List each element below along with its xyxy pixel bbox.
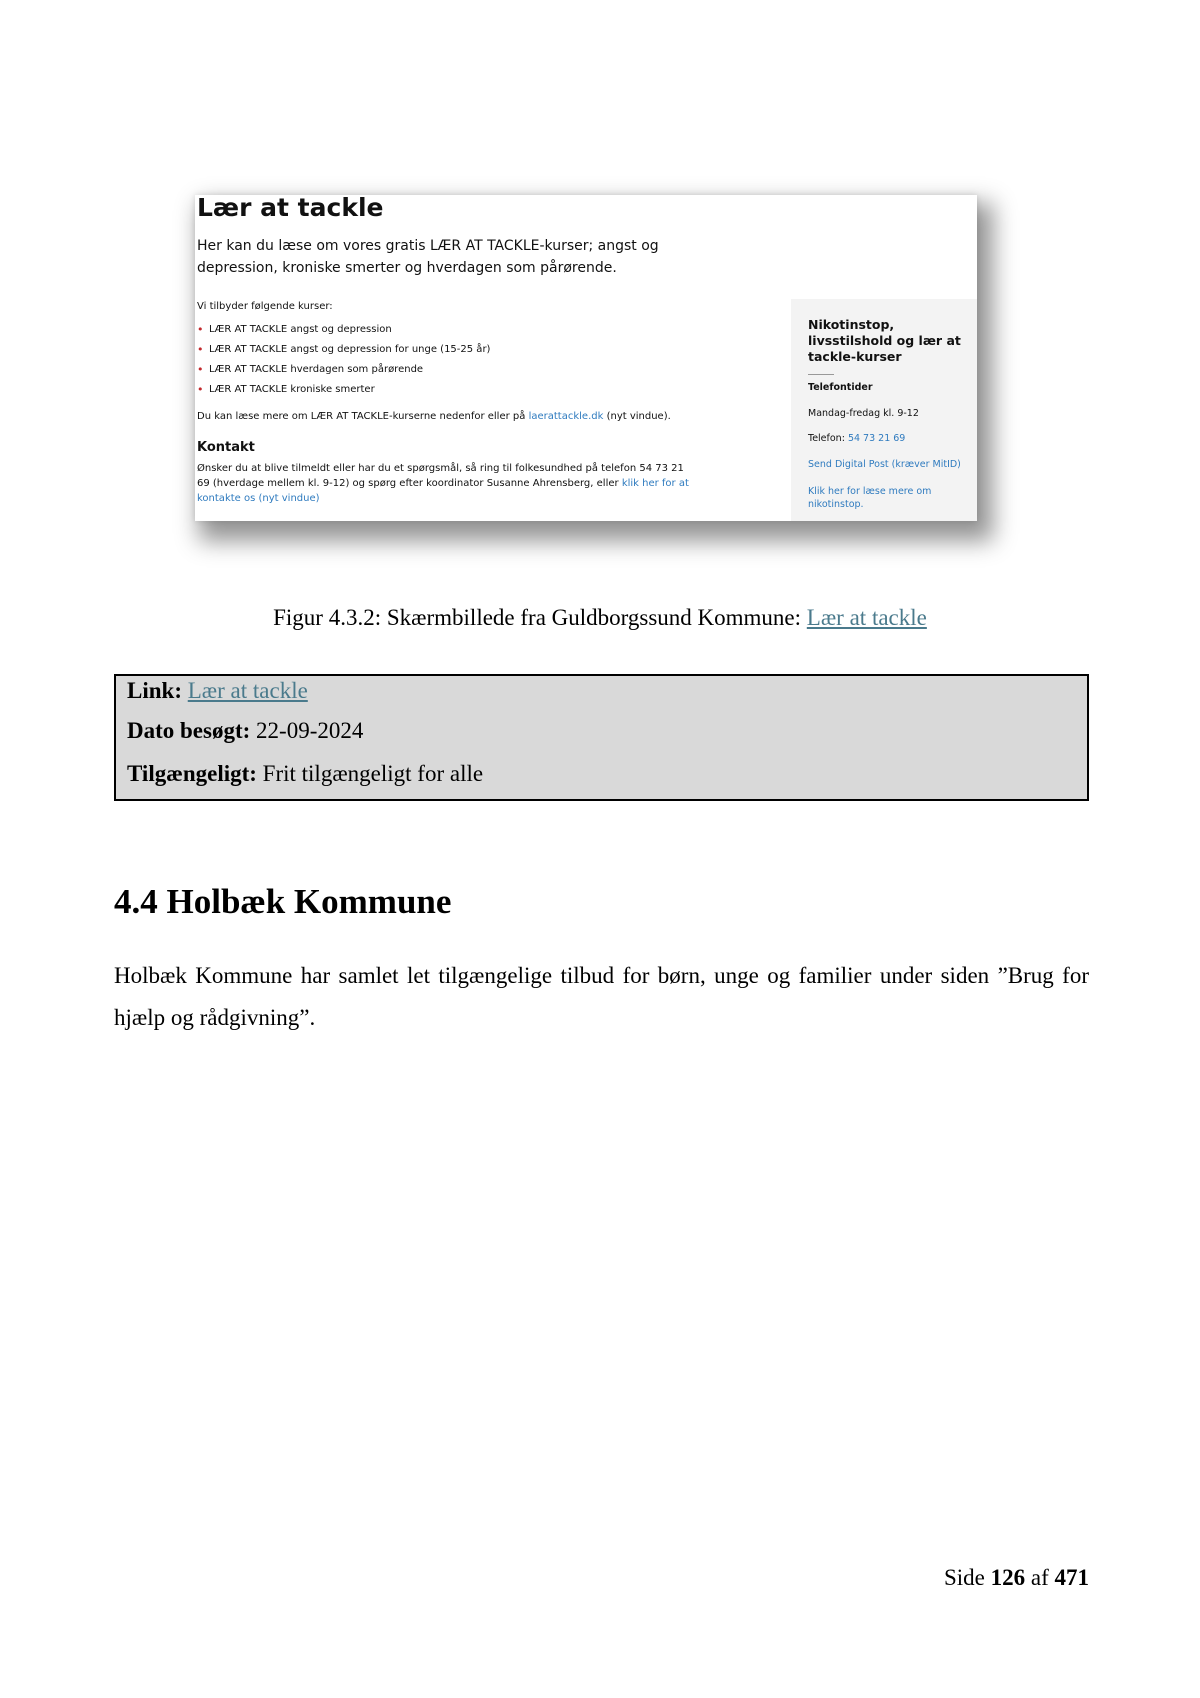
- availability-label: Tilgængeligt:: [127, 761, 257, 786]
- course-label: LÆR AT TACKLE angst og depression for unge (15-25 år): [209, 344, 491, 355]
- section-paragraph: Holbæk Kommune har samlet let tilgængelige tilbud for børn, unge og familier under siden ”Brug for hjælp og rådgivning”.: [114, 963, 1089, 1030]
- figure-screenshot: [195, 195, 977, 521]
- figure-caption: [0, 605, 1200, 631]
- digital-post-link[interactable]: Send Digital Post (kræver MitID): [808, 459, 961, 470]
- contact-text: [197, 461, 697, 506]
- read-more-suffix: (nyt vindue).: [606, 411, 671, 422]
- list-item: [197, 383, 490, 403]
- page-footer: [944, 1565, 1089, 1591]
- phone-line: [808, 433, 905, 444]
- opening-hours: Mandag-fredag kl. 9-12: [808, 408, 919, 419]
- info-row-availability: [127, 761, 483, 787]
- sidebar-heading: Nikotinstop, livsstilshold og lær at tackle-kurser: [808, 317, 961, 364]
- bullet-icon: •: [197, 383, 204, 396]
- screenshot-intro: Her kan du læse om vores gratis LÆR AT TACKLE-kurser; angst og depression, kroniske smerter og hverdagen som pårørende.: [197, 238, 659, 276]
- bullet-icon: •: [197, 363, 204, 376]
- course-label: LÆR AT TACKLE hverdagen som pårørende: [209, 364, 424, 375]
- link-label: Link:: [127, 678, 182, 703]
- page-number: 126: [990, 1565, 1026, 1590]
- phone-hours-heading: Telefontider: [808, 382, 873, 393]
- laerattackle-link[interactable]: laerattackle.dk: [528, 411, 604, 422]
- nikotinstop-link[interactable]: Klik her for læse mere om nikotinstop.: [808, 486, 932, 510]
- phone-label: Telefon:: [808, 433, 845, 444]
- contact-heading: Kontakt: [197, 440, 255, 455]
- of-label: af: [1030, 1565, 1049, 1590]
- list-item: [197, 323, 490, 343]
- caption-text: Figur 4.3.2: Skærmbillede fra Guldborgssund Kommune:: [273, 605, 802, 630]
- screenshot-offer-label: Vi tilbyder følgende kurser:: [197, 301, 333, 312]
- date-value: 22-09-2024: [256, 718, 364, 743]
- side-label: Side: [943, 1565, 985, 1590]
- date-label: Dato besøgt:: [127, 718, 251, 743]
- list-item: [197, 363, 490, 383]
- caption-link[interactable]: Lær at tackle: [806, 605, 927, 630]
- course-list: [197, 323, 490, 403]
- list-item: [197, 343, 490, 363]
- course-label: LÆR AT TACKLE angst og depression: [209, 324, 392, 335]
- bullet-icon: •: [197, 323, 204, 336]
- screenshot-sidebar: [791, 299, 977, 521]
- availability-value: Frit tilgængeligt for alle: [262, 761, 484, 786]
- screenshot-read-more: [197, 411, 671, 422]
- screenshot-title: Lær at tackle: [197, 193, 384, 222]
- total-pages: 471: [1054, 1565, 1089, 1590]
- course-label: LÆR AT TACKLE kroniske smerter: [209, 384, 375, 395]
- sidebar-divider: [808, 374, 834, 375]
- info-box: [114, 674, 1089, 801]
- contact-body: Ønsker du at blive tilmeldt eller har du et spørgsmål, så ring til folkesundhed på telefon 54 73 21 69 (hverdage mellem kl. 9-12) og spørg efter koordinator Susanne Ahrensberg, eller: [197, 463, 684, 489]
- bullet-icon: •: [197, 343, 204, 356]
- info-row-date: [127, 718, 363, 744]
- read-more-prefix: Du kan læse mere om LÆR AT TACKLE-kurserne nedenfor eller på: [197, 411, 526, 422]
- info-row-link: [127, 678, 308, 704]
- phone-number-link[interactable]: 54 73 21 69: [847, 433, 906, 444]
- contact-link[interactable]: klik her for at kontakte os (nyt vindue): [197, 478, 689, 504]
- info-link[interactable]: Lær at tackle: [187, 678, 308, 703]
- section-heading: 4.4 Holbæk Kommune: [114, 882, 452, 921]
